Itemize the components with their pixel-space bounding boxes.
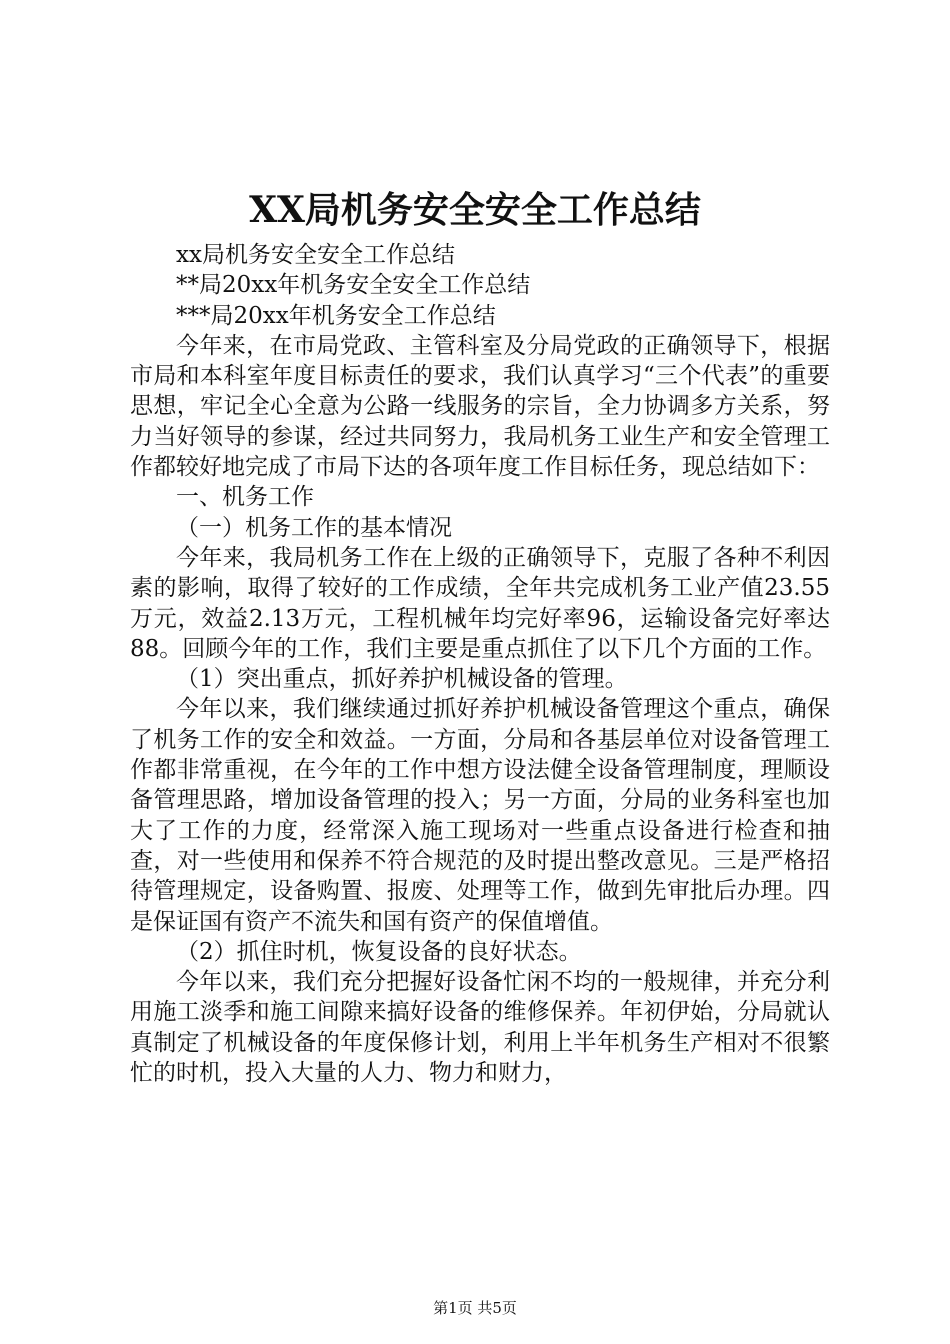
body-paragraph: 今年来，在市局党政、主管科室及分局党政的正确领导下，根据市局和本科室年度目标责任的要求，我们认真学习“三个代表”的重要思想，牢记全心全意为公路一线服务的宗旨，全力协调多方关系，努力当好领导的参谋，经过共同努力，我局机务工业生产和安全管理工作都较好地完成了市局下达的各项年度工作目标任务，现总结如下： (130, 332, 830, 481)
section-heading: 一、机务工作 (176, 484, 314, 511)
body-paragraph: 今年以来，我们充分把握好设备忙闲不均的一般规律，并充分利用施工淡季和施工间隙来搞好设备的维修保养。年初伊始，分局就认真制定了机械设备的年度保修计划，利用上半年机务生产相对不很繁忙的时机，投入大量的人力、物力和财力， (130, 969, 830, 1087)
document-body (130, 240, 830, 1088)
page-footer: 第1页 共5页 (433, 1299, 517, 1317)
subtitle-line: xx局机务安全安全工作总结 (176, 242, 455, 268)
item-heading: （1）突出重点，抓好养护机械设备的管理。 (176, 666, 628, 693)
subsection-heading: （一）机务工作的基本情况 (176, 514, 452, 541)
body-paragraph: 今年来，我局机务工作在上级的正确领导下，克服了各种不利因素的影响，取得了较好的工作成绩，全年共完成机务工业产值23.55万元，效益2.13万元，工程机械年均完好率96，运输设备完好率达88。回顾今年的工作，我们主要是重点抓住了以下几个方面的工作。 (130, 544, 830, 662)
document-title: XX局机务安全安全工作总结 (249, 189, 701, 231)
body-paragraph: 今年以来，我们继续通过抓好养护机械设备管理这个重点，确保了机务工作的安全和效益。一方面，分局和各基层单位对设备管理工作都非常重视，在今年的工作中想方设法健全设备管理制度，理顺设备管理思路，增加设备管理的投入；另一方面，分局的业务科室也加大了工作的力度，经常深入施工现场对一些重点设备进行检查和抽查，对一些使用和保养不符合规范的及时提出整改意见。三是严格招待管理规定，设备购置、报废、处理等工作，做到先审批后办理。四是保证国有资产不流失和国有资产的保值增值。 (130, 696, 830, 935)
subtitle-line: **局20xx年机务安全安全工作总结 (176, 272, 531, 299)
subtitle-line: ***局20xx年机务安全工作总结 (176, 302, 496, 329)
item-heading: （2）抓住时机，恢复设备的良好状态。 (176, 938, 582, 965)
